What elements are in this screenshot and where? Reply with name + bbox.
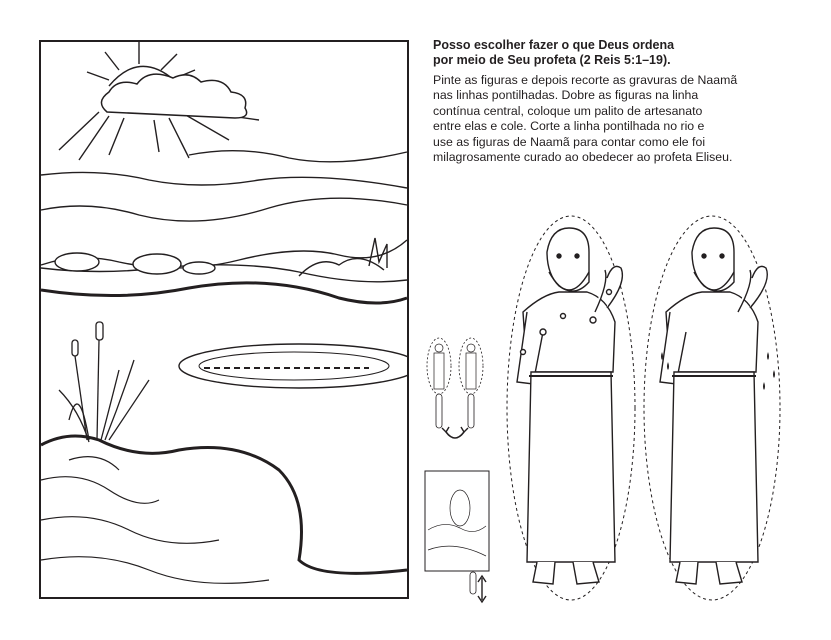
naaman-figure-healed xyxy=(640,212,790,609)
fold-diagram-drawing xyxy=(424,336,494,446)
river-scene-panel xyxy=(39,40,409,599)
instruction-line: entre elas e cole. Corte a linha pontilhada no rio e xyxy=(433,119,705,134)
scene-border xyxy=(40,41,408,598)
instruction-line: use as figuras de Naamã para contar como ele foi xyxy=(433,134,706,149)
title-line-2: por meio de Seu profeta (2 Reis 5:1–19). xyxy=(433,53,671,67)
instruction-line: milagrosamente curado ao obedecer ao profeta Eliseu. xyxy=(433,150,733,165)
double-arrow-icon xyxy=(478,576,486,602)
instruction-line: nas linhas pontilhadas. Dobre as figuras na linha xyxy=(433,88,699,103)
activity-text xyxy=(433,38,813,165)
slide-diagram xyxy=(424,470,494,609)
naaman-figure-healed-drawing xyxy=(640,212,790,604)
river-scene-drawing xyxy=(39,40,409,599)
fold-diagram xyxy=(424,336,494,451)
slide-diagram-drawing xyxy=(424,470,494,604)
naaman-figure-leprosy-drawing xyxy=(503,212,639,604)
title-line-1: Posso escolher fazer o que Deus ordena xyxy=(433,38,675,52)
activity-instructions xyxy=(433,73,813,165)
activity-title xyxy=(433,38,813,68)
naaman-figure-leprosy xyxy=(503,212,639,609)
instruction-line: Pinte as figuras e depois recorte as gravuras de Naamã xyxy=(433,73,738,87)
instruction-line: contínua central, coloque um palito de artesanato xyxy=(433,103,703,118)
curved-arrow-icon xyxy=(446,432,464,438)
